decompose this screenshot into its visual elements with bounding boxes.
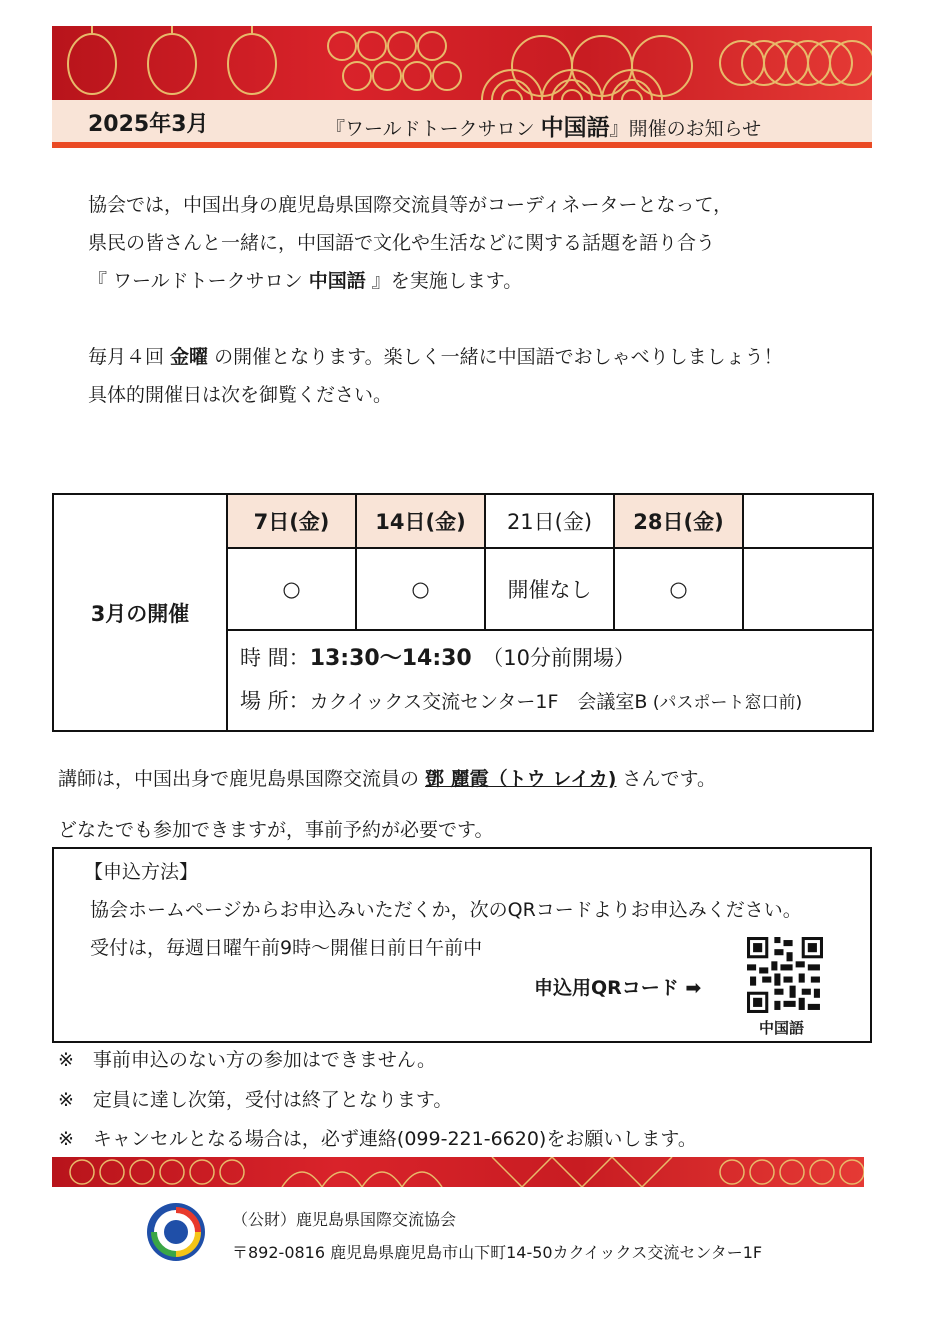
teacher-name: 鄧 麗霞（トウ レイカ) (425, 768, 617, 790)
title-suffix: 』開催のお知らせ (609, 118, 762, 140)
time-label: 時 間： (240, 646, 310, 670)
apply-line-2: 受付は，毎週日曜午前9時～開催日前日午前中 (90, 937, 483, 959)
intro-line-4 (88, 338, 783, 376)
schedule-place-row (240, 680, 860, 724)
schedule-month-label: 3月の開催 (53, 494, 227, 731)
place-label: 場 所： (240, 689, 310, 713)
intro-line-4-suffix: の開催となります。楽しく一緒に中国語でおしゃべりしましょう！ (208, 346, 783, 368)
qr-caption: 中国語 (759, 1019, 805, 1037)
teacher-suffix: さんです。 (616, 768, 716, 790)
top-decorative-banner (52, 26, 872, 100)
title-emphasis: 中国語 (540, 115, 610, 141)
title-prefix: 『ワールドトークサロン (326, 118, 535, 140)
place-note: (パスポート窓口前) (647, 693, 803, 713)
notice-title (326, 109, 761, 142)
intro-line-1: 協会では，中国出身の鹿児島県国際交流員等がコーディネーターとなって， (88, 194, 733, 216)
intro-line-2: 県民の皆さんと一緒に，中国語で文化や生活などに関する話題を語り合う (88, 232, 716, 254)
intro-line-4-prefix: 毎月４回 (88, 346, 171, 368)
schedule-status-5 (743, 548, 873, 630)
teacher-prefix: 講師は，中国出身で鹿児島県国際交流員の (58, 768, 426, 790)
schedule-status-4: ○ (614, 548, 743, 630)
application-box (52, 847, 872, 1043)
note-1: ※ 事前申込のない方の参加はできません。 (58, 1049, 437, 1071)
schedule-date-5 (743, 494, 873, 548)
intro-line-3-prefix: 『 ワールドトークサロン (88, 270, 309, 292)
intro-line-4-emphasis: 金曜 (170, 346, 209, 368)
schedule-date-3: 21日(金) (485, 494, 614, 548)
schedule-date-4: 28日(金) (614, 494, 743, 548)
qr-code-icon[interactable] (747, 937, 823, 1013)
intro-line-5: 具体的開催日は次を御覧ください。 (88, 384, 393, 406)
schedule-status-1: ○ (227, 548, 356, 630)
apply-line-1: 協会ホームページからお申込みいただくか，次のQRコードよりお申込みください。 (90, 899, 802, 921)
intro-line-3-emphasis: 中国語 (308, 270, 366, 292)
qr-label: 申込用QRコード ➡ (534, 977, 702, 999)
schedule-info (227, 630, 873, 731)
reservation-note: どなたでも参加できますが，事前予約が必要です。 (58, 819, 494, 841)
intro-line-3-suffix: 』を実施します。 (365, 270, 523, 292)
intro-line-3 (88, 262, 522, 300)
organization-logo-icon (146, 1202, 206, 1262)
note-2: ※ 定員に達し次第，受付は終了となります。 (58, 1089, 453, 1111)
note-3: ※ キャンセルとなる場合は，必ず連絡(099-221-6620)をお願いします。 (58, 1128, 697, 1150)
title-bar (52, 100, 872, 148)
time-value: 13:30～14:30 (309, 646, 472, 671)
schedule-status-2: ○ (356, 548, 485, 630)
schedule-time-row (240, 637, 860, 680)
schedule-status-3: 開催なし (485, 548, 614, 630)
place-value: カクイックス交流センター1F 会議室B (309, 691, 648, 713)
apply-heading: 【申込方法】 (84, 861, 199, 883)
schedule-table (52, 493, 874, 732)
time-note: （10分前開場） (471, 646, 635, 670)
organization-name: （公財）鹿児島県国際交流協会 (232, 1210, 457, 1229)
notice-date: 2025年3月 (88, 112, 209, 137)
bottom-decorative-banner (52, 1157, 864, 1187)
teacher-line (58, 764, 716, 791)
schedule-date-2: 14日(金) (356, 494, 485, 548)
organization-address: 〒892-0816 鹿児島県鹿児島市山下町14-50カクイックス交流センター1F (232, 1243, 763, 1262)
schedule-date-1: 7日(金) (227, 494, 356, 548)
